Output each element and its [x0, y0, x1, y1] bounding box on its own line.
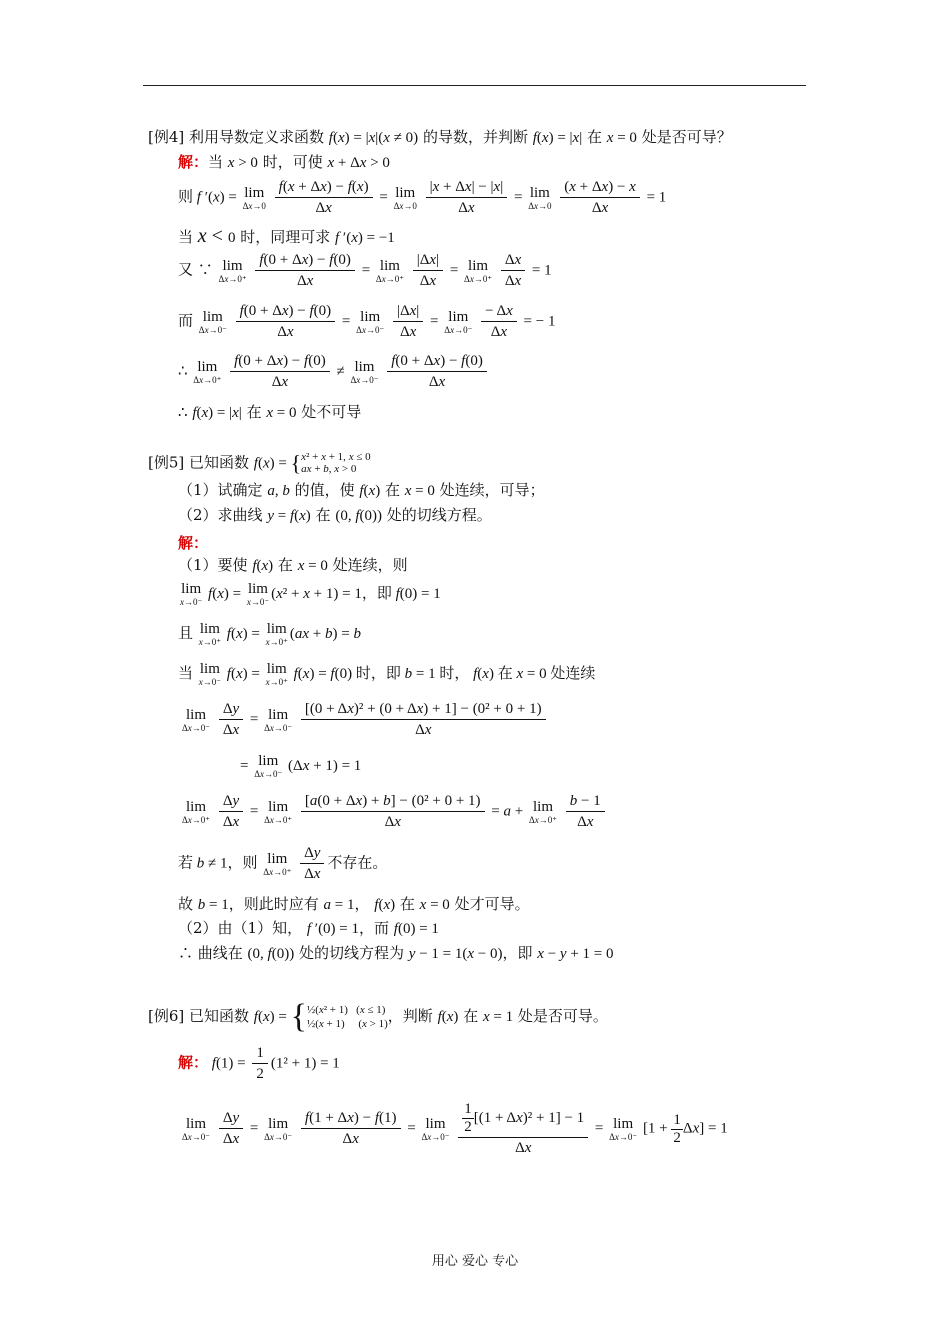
ex4-question: [例4] 利用导数定义求函数 f(x) = |x|(x ≠ 0) 的导数，并判断 f(x) = |x| 在 x = 0 处是否可导？: [148, 128, 732, 146]
ex5-step4: 当 lim x→0⁻ f(x) = lim x→0⁺ f(x) = f(0) 时，即 b = 1 时， f(x) 在 x = 0 处连续: [178, 661, 596, 687]
ex5-step3: 且 lim x→0⁺ f(x) = lim x→0⁺ (ax + b) = b: [178, 621, 361, 647]
ex6-question: [例6] 已知函数 f(x) = { ½(x² + 1) (x ≤ 1) ½(x + 1) (x > 1) ，判断 f(x) 在 x = 1 处是否可导。: [148, 998, 608, 1035]
page-footer: 用心 爱心 专心: [431, 1254, 519, 1269]
ex4-step2: 则 f ′(x) = lim Δx→0 $\frac{f(x + \Delta x) - f(x)}{\Delta x}$ = lim Δx→0 $\frac{|x + \Delta x| - |x|}{\Delta x}$ = lim Δx→0 $\frac{(x + \Delta x) - x}{\Delta x}$ = 1: [178, 179, 667, 216]
ex5-step7: lim Δx→0⁺ $\frac{\Delta y}{\Delta x}$ = lim Δx→0⁺ $\frac{\text{[a(0 + Δx) + b] − (0² + 0 + 1)}}{\Delta x}$ = a + lim Δx→0⁺ $\frac{b - 1}{\Delta x}$: [180, 794, 608, 830]
ex4-step5: 而 lim Δx→0⁻ $\frac{f(0 + \Delta x) - f(0)}{\Delta x}$ = lim Δx→0⁻ $\frac{|\Delta x|}{\Delta x}$ = lim Δx→0⁻ $\frac{- \Delta x}{\Delta x}$ = − 1: [178, 303, 556, 340]
ex6-step1: 解： f(1) = $\frac{1}{2}$ (1² + 1) = 1: [178, 1045, 340, 1082]
ex5-step10: （2）由（1）知， f ′(0) = 1，而 f(0) = 1: [178, 919, 439, 937]
ex5-step9: 故 b = 1，则此时应有 a = 1， f(x) 在 x = 0 处才可导。: [178, 895, 530, 913]
ex4-step3: 当 x < 0 时，同理可求 f ′(x) = −1: [178, 225, 395, 247]
ex4-step4: 又 ∵ lim Δx→0⁺ $\frac{f(0 + \Delta x) - f(0)}{\Delta x}$ = lim Δx→0⁺ $\frac{|\Delta x|}{\Delta x}$ = lim Δx→0⁺ $\frac{\Delta x}{\Delta x}$ = 1: [178, 252, 552, 289]
ex4-step1: 解：当 x > 0 时，可使 x + Δx > 0: [178, 153, 390, 171]
ex5-part2: （2）求曲线 y = f(x) 在 (0, f(0)) 处的切线方程。: [178, 506, 492, 524]
ex6-step2: lim Δx→0⁻ $\frac{\Delta y}{\Delta x}$ = lim Δx→0⁻ $\frac{f(1 + \Delta x) - f(1)}{\Delta x}$ = lim Δx→0⁻ $\frac{1}{2}$ [(1 + Δx)² + 1] − 1 Δx = lim Δx→0⁻ [1 + $\frac{1}{2}$ Δx] = 1: [182, 1101, 728, 1156]
ex5-solution-label: 解：: [178, 534, 209, 552]
ex5-step11: ∴ 曲线在 (0, f(0)) 处的切线方程为 y − 1 = 1(x − 0)，即 x − y + 1 = 0: [178, 944, 614, 962]
header-rule: [143, 85, 806, 86]
ex5-part1: （1）试确定 a, b 的值，使 f(x) 在 x = 0 处连续，可导；: [178, 481, 545, 499]
ex5-step6: = lim Δx→0⁻ (Δx + 1) = 1: [240, 753, 362, 779]
ex5-step2: lim x→0⁻ f(x) = lim x→0⁻ (x² + x + 1) = 1，即 f(0) = 1: [180, 581, 441, 607]
ex5-step1: （1）要使 f(x) 在 x = 0 处连续，则: [178, 556, 408, 574]
ex5-question: [例5] 已知函数 f(x) = { x² + x + 1, x ≤ 0 ax + b, x > 0: [148, 450, 371, 476]
ex4-solution-label: 解：: [178, 153, 209, 171]
ex4-step6: ∴ lim Δx→0⁺ $\frac{f(0 + \Delta x) - f(0)}{\Delta x}$ ≠ lim Δx→0⁻ $\frac{f(0 + \Delta x) - f(0)}{\Delta x}$: [178, 354, 490, 390]
ex5-step5: lim Δx→0⁻ $\frac{\Delta y}{\Delta x}$ = lim Δx→0⁻ $\frac{\text{[(0 + Δx)² + (0 + Δx) + 1] − (0² + 0 + 1)}}{\Delta x}$: [180, 702, 549, 738]
ex5-step8: 若 b ≠ 1，则 lim Δx→0⁺ $\frac{\Delta y}{\Delta x}$ 不存在。: [178, 845, 388, 882]
ex4-step7: ∴ f(x) = |x| 在 x = 0 处不可导: [178, 403, 362, 421]
ex6-solution-label: 解：: [178, 1053, 209, 1072]
